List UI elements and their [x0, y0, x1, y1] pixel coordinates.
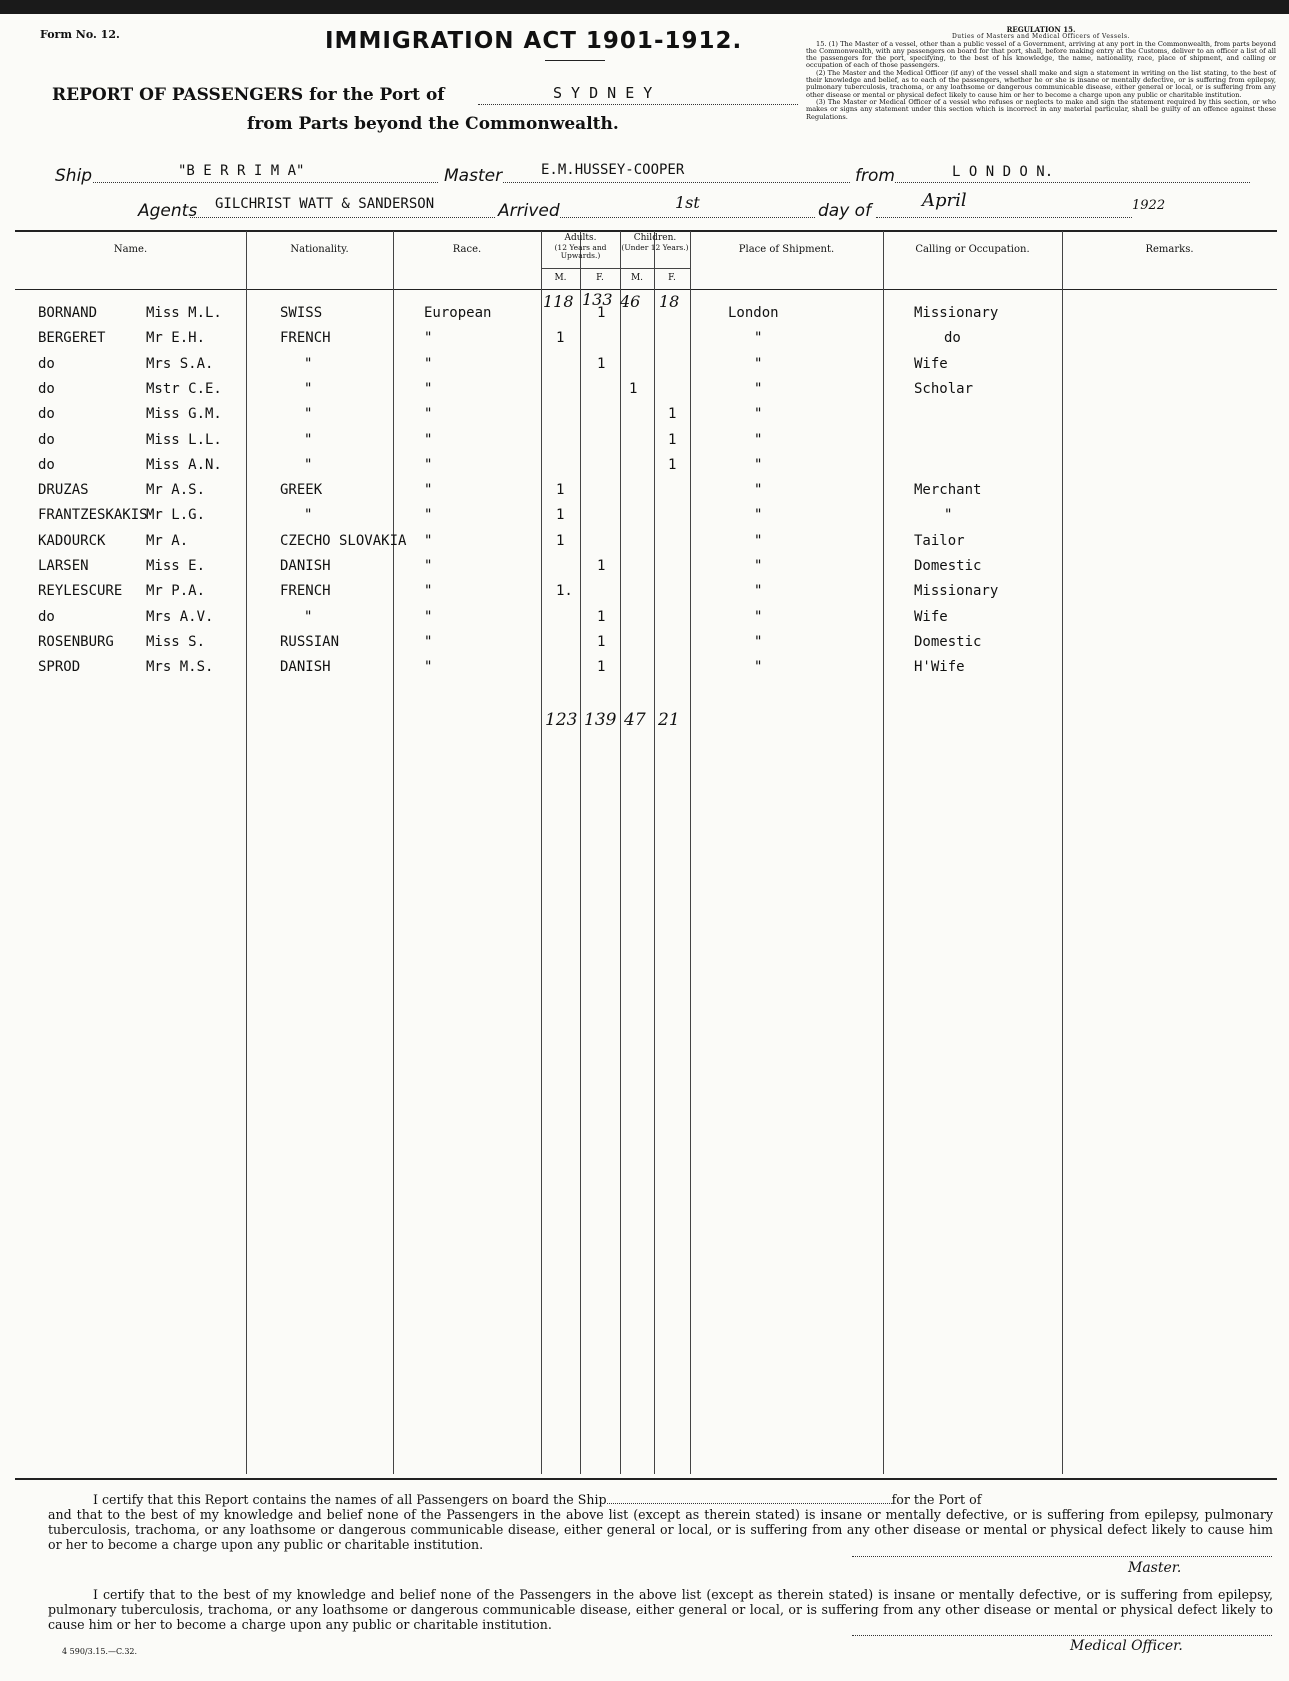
- col-divider: [393, 231, 394, 1474]
- form-number: Form No. 12.: [40, 28, 120, 41]
- cell-child-f: 1: [668, 431, 677, 448]
- col-calling: Calling or Occupation.: [915, 244, 1030, 255]
- cell-surname: FRANTZESKAKIS: [38, 507, 148, 524]
- cell-given-names: Miss E.: [146, 558, 206, 574]
- col-race: Race.: [452, 244, 482, 255]
- cell-given-names: Mr L.G.: [146, 507, 206, 524]
- cell-nationality: SWISS: [280, 305, 323, 321]
- medical-officer-label: Medical Officer.: [1070, 1638, 1183, 1654]
- col-divider: [620, 231, 621, 1474]
- total-adult-f: 139: [584, 710, 617, 730]
- cell-occupation: Merchant: [914, 482, 982, 499]
- col-remarks: Remarks.: [1145, 244, 1194, 255]
- total-child-f: 21: [658, 710, 680, 730]
- master-cert-text-c: and that to the best of my knowledge and belief none of the Passengers in the above list (except as therein stated) is insane or mentally defective, or is suffering from epilepsy, pulmonary tuberculosis, trachoma, or any loathsome or dangerous communicable disease, either general or local, or is suffering from any other disease or mental or physical defect likely to cause him or her to become a charge upon any public or charitable institution.: [48, 1507, 1273, 1552]
- cell-adult-f: 1: [597, 305, 606, 321]
- port-value: S Y D N E Y: [553, 84, 653, 102]
- cell-surname: do: [38, 431, 55, 448]
- cell-surname: KADOURCK: [38, 532, 106, 549]
- col-children: Children.: [633, 233, 677, 243]
- col-name: Name.: [113, 244, 148, 255]
- cell-place: ": [754, 507, 763, 524]
- cell-occupation: do: [944, 330, 961, 347]
- cell-surname: ROSENBURG: [38, 633, 114, 650]
- cell-adult-m: 1.: [556, 583, 573, 600]
- cell-place: London: [728, 305, 779, 321]
- from-field: [895, 162, 1250, 183]
- medical-cert-text: I certify that to the best of my knowledge and belief none of the Passengers in the above list (except as therein stated) is insane or mentally defective, or is suffering from epilepsy, pulmonary tuberculosis, trachoma, or any loathsome or dangerous communicable disease, either general or local, or is suffering from any other disease or mental or physical defect likely to cause him or her to become a charge upon any public or charitable institution.: [48, 1587, 1273, 1632]
- col-divider: [883, 231, 884, 1474]
- col-divider: [690, 231, 691, 1474]
- cell-place: ": [754, 482, 763, 499]
- from-parts-label: from Parts beyond the Commonwealth.: [247, 114, 619, 134]
- cell-occupation: Wife: [914, 608, 948, 625]
- cell-occupation: Missionary: [914, 305, 999, 321]
- cell-nationality: DANISH: [280, 659, 331, 676]
- title-underline: [545, 60, 605, 61]
- cell-surname: do: [38, 406, 55, 423]
- cell-place: ": [754, 659, 763, 676]
- regulation-heading: REGULATION 15.: [1006, 25, 1076, 34]
- cell-given-names: Mrs M.S.: [146, 659, 214, 676]
- col-divider: [246, 231, 247, 1474]
- cell-adult-f: 1: [597, 355, 606, 372]
- cell-place: ": [754, 532, 763, 549]
- col-divider: [1062, 231, 1063, 1474]
- cell-adult-m: 1: [556, 532, 565, 549]
- cell-nationality: ": [304, 507, 313, 524]
- cell-race: ": [424, 583, 433, 600]
- col-divider: [654, 231, 655, 1474]
- medical-signature-line: [852, 1635, 1272, 1636]
- month-field: [876, 197, 1132, 218]
- cell-given-names: Mr E.H.: [146, 330, 206, 347]
- cell-place: ": [754, 380, 763, 397]
- cell-surname: do: [38, 380, 55, 397]
- cell-adult-m: 1: [556, 482, 565, 499]
- cell-race: ": [424, 558, 433, 574]
- cell-place: ": [754, 355, 763, 372]
- cell-nationality: GREEK: [280, 482, 323, 499]
- cell-surname: BORNAND: [38, 305, 98, 321]
- col-divider: [580, 231, 581, 1474]
- col-adults: Adults.: [564, 233, 597, 243]
- from-value: L O N D O N.: [952, 164, 1054, 180]
- printer-code: 4 590/3.15.—C.32.: [62, 1647, 138, 1656]
- regulation-block: [806, 26, 1276, 121]
- cell-nationality: RUSSIAN: [280, 633, 340, 650]
- cell-place: ": [754, 456, 763, 473]
- carried-child-m: 46: [620, 292, 641, 311]
- cell-given-names: Miss S.: [146, 633, 206, 650]
- cell-surname: do: [38, 355, 55, 372]
- cell-race: ": [424, 330, 433, 347]
- cell-given-names: Miss M.L.: [146, 305, 222, 321]
- cell-given-names: Mr A.S.: [146, 482, 206, 499]
- cell-race: ": [424, 608, 433, 625]
- cell-adult-m: 1: [556, 330, 565, 347]
- master-cert-text-b: for the Port of: [891, 1492, 982, 1507]
- cell-given-names: Miss G.M.: [146, 406, 222, 423]
- cell-race: European: [424, 305, 492, 321]
- cell-occupation: ": [944, 507, 953, 524]
- col-children-sub: (Under 12 Years.): [621, 243, 689, 252]
- cell-child-m: 1: [629, 380, 638, 397]
- cell-given-names: Mr P.A.: [146, 583, 206, 600]
- cell-occupation: Wife: [914, 355, 948, 372]
- medical-certification: [48, 1587, 1273, 1632]
- cell-race: ": [424, 633, 433, 650]
- col-adults-sub: (12 Years and Upwards.): [554, 243, 607, 260]
- cell-nationality: ": [304, 456, 313, 473]
- arrived-label: Arrived: [498, 201, 560, 221]
- cell-place: ": [754, 406, 763, 423]
- day-of-label: day of: [818, 201, 872, 221]
- cell-race: ": [424, 456, 433, 473]
- cell-occupation: H'Wife: [914, 659, 965, 676]
- master-signature-line: [852, 1556, 1272, 1557]
- cell-race: ": [424, 507, 433, 524]
- col-child-m: M.: [630, 273, 644, 283]
- total-adult-m: 123: [545, 710, 578, 730]
- cell-given-names: Miss L.L.: [146, 431, 222, 448]
- cell-given-names: Mstr C.E.: [146, 380, 222, 397]
- arrived-month: April: [922, 190, 967, 211]
- ship-value: "B E R R I M A": [178, 163, 305, 179]
- cell-surname: DRUZAS: [38, 482, 89, 499]
- cell-place: ": [754, 608, 763, 625]
- cell-nationality: ": [304, 380, 313, 397]
- cell-adult-f: 1: [597, 633, 606, 650]
- cell-nationality: CZECHO SLOVAKIA: [280, 532, 407, 549]
- cell-nationality: FRENCH: [280, 583, 331, 600]
- col-nationality: Nationality.: [290, 244, 349, 255]
- cell-race: ": [424, 659, 433, 676]
- cell-place: ": [754, 558, 763, 574]
- cell-adult-m: 1: [556, 507, 565, 524]
- cell-given-names: Mr A.: [146, 532, 189, 549]
- regulation-subheading: Duties of Masters and Medical Officers of Vessels.: [951, 33, 1131, 41]
- cell-surname: do: [38, 456, 55, 473]
- table-top-rule: [15, 230, 1277, 232]
- cell-race: ": [424, 406, 433, 423]
- cell-surname: LARSEN: [38, 558, 89, 574]
- agents-label: Agents: [138, 201, 198, 221]
- cell-surname: REYLESCURE: [38, 583, 123, 600]
- cell-given-names: Miss A.N.: [146, 456, 222, 473]
- regulation-para-2: (2) The Master and the Medical Officer (if any) of the vessel shall make and sign a statement in writing on the list stating, to the best of their knowledge and belief, as to each of the passengers, whether he or she is insane or mentally defective, or is suffering from epilepsy, pulmonary tuberculosis, trachoma, or any loathsome or dangerous communicable disease, either general or local, or is suffering from any other disease or mental or physical defect likely to cause him or her to become a charge upon any public or charitable institution.: [806, 68, 1276, 99]
- cell-surname: SPROD: [38, 659, 81, 676]
- from-label: from: [855, 166, 895, 186]
- cell-nationality: DANISH: [280, 558, 331, 574]
- mf-subrule: [541, 268, 690, 269]
- cell-place: ": [754, 330, 763, 347]
- page-title: IMMIGRATION ACT 1901-1912.: [325, 28, 743, 54]
- master-cert-text-a: I certify that this Report contains the names of all Passengers on board the Ship: [93, 1492, 607, 1507]
- cell-given-names: Mrs A.V.: [146, 608, 214, 625]
- cell-race: ": [424, 380, 433, 397]
- arrived-year: 1922: [1132, 198, 1166, 213]
- cell-occupation: Missionary: [914, 583, 999, 600]
- cell-given-names: Mrs S.A.: [146, 355, 214, 372]
- cell-nationality: FRENCH: [280, 330, 331, 347]
- col-adult-m: M.: [554, 273, 567, 283]
- cell-occupation: Tailor: [914, 532, 965, 549]
- cell-occupation: Domestic: [914, 558, 982, 574]
- cell-occupation: Scholar: [914, 380, 974, 397]
- cell-place: ": [754, 431, 763, 448]
- cell-race: ": [424, 482, 433, 499]
- regulation-para-3: (3) The Master or Medical Officer of a vessel who refuses or neglects to make and sign the statement required by this section, or who makes or signs any statement under this section which is incorrect in any material particular, shall be guilty of an offence against these Regulations.: [806, 97, 1276, 121]
- master-certification: [48, 1492, 1273, 1552]
- report-label: REPORT OF PASSENGERS for the Port of: [52, 85, 445, 105]
- scan-edge: [0, 0, 1289, 14]
- cell-child-f: 1: [668, 456, 677, 473]
- col-child-f: F.: [668, 273, 676, 283]
- agents-value: GILCHRIST WATT & SANDERSON: [215, 196, 435, 212]
- cell-adult-f: 1: [597, 659, 606, 676]
- cell-nationality: ": [304, 431, 313, 448]
- cell-race: ": [424, 431, 433, 448]
- cell-nationality: ": [304, 608, 313, 625]
- cell-place: ": [754, 633, 763, 650]
- cell-child-f: 1: [668, 406, 677, 423]
- carried-adult-m: 118: [543, 292, 574, 311]
- ship-label: Ship: [55, 166, 93, 186]
- master-label: Master.: [1128, 1560, 1182, 1576]
- col-place: Place of Shipment.: [738, 244, 835, 255]
- cell-surname: BERGERET: [38, 330, 106, 347]
- table-header-rule: [15, 289, 1277, 290]
- col-adult-f: F.: [596, 273, 604, 283]
- cell-adult-f: 1: [597, 558, 606, 574]
- carried-adult-f: 133: [582, 290, 613, 309]
- master-value: E.M.HUSSEY-COOPER: [541, 162, 685, 178]
- cell-race: ": [424, 532, 433, 549]
- col-divider: [541, 231, 542, 1474]
- carried-child-f: 18: [659, 292, 680, 311]
- arrived-day: 1st: [675, 193, 700, 212]
- cell-place: ": [754, 583, 763, 600]
- cell-adult-f: 1: [597, 608, 606, 625]
- cell-occupation: Domestic: [914, 633, 982, 650]
- regulation-para-1: 15. (1) The Master of a vessel, other than a public vessel of a Government, arriving at any port in the Commonwealth, from parts beyond the Commonwealth, with any passengers on board for that port, shall, before making entry at the Customs, deliver to an officer a list of all the passengers for the port, specifying, to the best of his knowledge, the name, nationality, race, place of shipment, and calling or occupation of each of those passengers.: [806, 39, 1276, 70]
- cell-race: ": [424, 355, 433, 372]
- cell-nationality: ": [304, 355, 313, 372]
- total-child-m: 47: [624, 710, 646, 730]
- cell-surname: do: [38, 608, 55, 625]
- cell-nationality: ": [304, 406, 313, 423]
- table-bottom-rule: [15, 1478, 1277, 1480]
- master-label: Master: [444, 166, 503, 186]
